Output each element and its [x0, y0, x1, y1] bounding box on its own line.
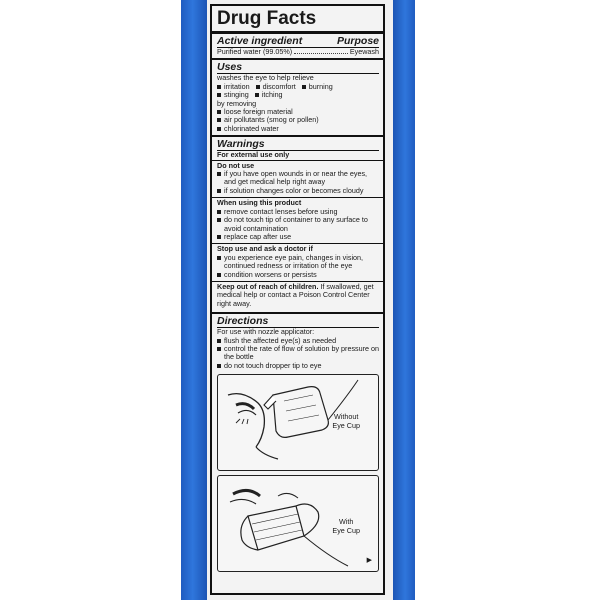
warning-item: do not touch tip of container to any surface to avoid contamination — [217, 216, 379, 233]
panel-title: Drug Facts — [212, 6, 383, 34]
drug-facts-panel — [210, 4, 385, 595]
ingredient-text: Purified water (99.05%) — [217, 47, 293, 56]
warning-item: if you have open wounds in or near the eyes, and get medical help right away — [217, 170, 379, 187]
continue-arrow-icon: ▶ — [366, 556, 372, 564]
warning-item: replace cap after use — [217, 233, 379, 241]
directions-intro: For use with nozzle applicator: — [217, 327, 315, 337]
active-ingredient-section — [212, 34, 383, 60]
purpose-text: Eyewash — [349, 47, 379, 56]
illustration-with-eye-cup — [217, 475, 379, 572]
keep-out-bold: Keep out of reach of children. — [217, 281, 319, 291]
direction-item: control the rate of flow of solution by pressure on the bottle — [217, 345, 379, 362]
remove-item: loose foreign material — [217, 108, 379, 116]
warning-item: condition worsens or persists — [217, 271, 379, 279]
caption-line: Without — [334, 412, 359, 422]
uses-section — [212, 60, 383, 137]
do-not-use-box — [212, 160, 383, 198]
directions-heading: Directions — [217, 316, 379, 328]
box-edge-left — [181, 0, 207, 600]
directions-section — [212, 314, 383, 593]
warning-item: if solution changes color or becomes cloudy — [217, 187, 379, 195]
stop-use-label: Stop use and ask a doctor if — [217, 244, 313, 254]
purpose-heading: Purpose — [336, 35, 379, 47]
stop-use-box — [212, 243, 383, 281]
direction-item: do not touch dropper tip to eye — [217, 362, 379, 370]
active-heading: Active ingredient — [217, 35, 303, 47]
symptom-item: irritation — [217, 83, 250, 91]
caption-with-eye-cup — [332, 518, 360, 535]
do-not-use-label: Do not use — [217, 160, 255, 170]
warnings-section — [212, 137, 383, 314]
direction-item: flush the affected eye(s) as needed — [217, 337, 379, 345]
warnings-heading: Warnings — [217, 139, 379, 151]
keep-out-text: If swallowed, get medical help or contact a Poison Control Center right away. — [217, 281, 374, 308]
caption-line: With — [339, 517, 354, 527]
by-removing-text: by removing — [217, 98, 257, 108]
when-using-box — [212, 197, 383, 243]
box-edge-right — [393, 0, 415, 600]
symptoms-row-2 — [217, 91, 379, 99]
warning-item: remove contact lenses before using — [217, 208, 379, 216]
symptom-item: discomfort — [256, 83, 296, 91]
active-ingredient-row — [217, 48, 379, 56]
when-using-label: When using this product — [217, 198, 302, 208]
warning-item: you experience eye pain, changes in vision, continued redness or irritation of the eye — [217, 254, 379, 271]
uses-heading: Uses — [217, 62, 379, 74]
illustration-without-eye-cup — [217, 374, 379, 471]
leader-dots — [294, 53, 348, 54]
uses-intro: washes the eye to help relieve — [217, 73, 314, 83]
symptom-item: burning — [302, 83, 333, 91]
caption-without-eye-cup — [332, 413, 360, 430]
caption-line: Eye Cup — [332, 525, 360, 535]
keep-out-box — [212, 281, 383, 310]
caption-line: Eye Cup — [332, 420, 360, 430]
remove-item: chlorinated water — [217, 125, 379, 133]
symptom-item: itching — [255, 91, 283, 99]
remove-item: air pollutants (smog or pollen) — [217, 116, 379, 124]
symptom-item: stinging — [217, 91, 249, 99]
external-use-text: For external use only — [217, 150, 290, 160]
